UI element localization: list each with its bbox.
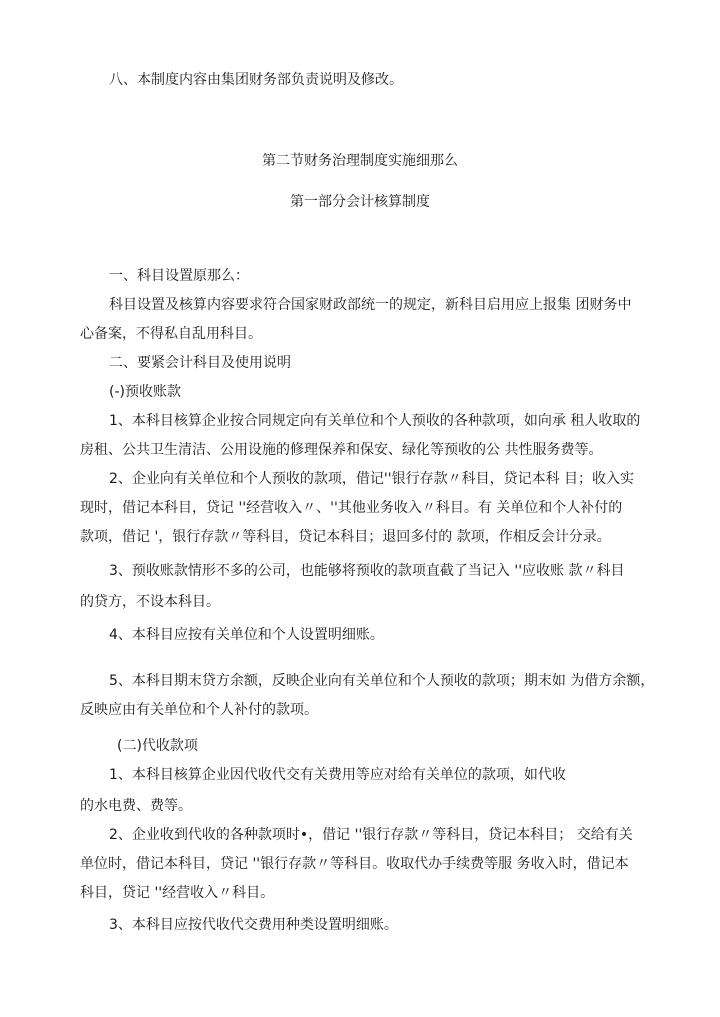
heading-1: 一、科目设置原那么： (109, 268, 249, 284)
paragraph-line: 心备案，不得私自乱用科目。 (80, 326, 262, 342)
paragraph-line: 现时，借记本科目，贷记 ''经营收入〃、''其他业务收入〃科目。有 关单位和个人补付的 (80, 500, 623, 516)
clause-8: 八、本制度内容由集团财务部负责说明及修改。 (109, 72, 403, 88)
paragraph-line: 的贷方，不设本科目。 (80, 594, 220, 610)
paragraph-line: 4、本科目应按有关单位和个人设置明细账。 (109, 627, 384, 643)
paragraph-line: 3、预收账款情形不多的公司，也能够将预收的款项直截了当记入 ''应收账 款〃科目 (109, 563, 625, 579)
paragraph-line: 单位时，借记本科目，贷记 ''银行存款〃等科目。收取代办手续费等服 务收入时，借记本 (80, 856, 629, 872)
paragraph-line: 反映应由有关单位和个人补付的款项。 (80, 702, 318, 718)
part-title: 第一部分会计核算制度 (290, 194, 430, 210)
heading-2: 二、要紧会计科目及使用说明 (109, 355, 291, 371)
paragraph-line: 2、企业收到代收的各种款项时•，借记 ''银行存款〃等科目，贷记本科目； 交给有关 (109, 827, 633, 843)
paragraph-line: 3、本科目应按代收代交费用种类设置明细账。 (109, 917, 398, 933)
section-title: 第二节财务治理制度实施细那么 (262, 153, 458, 169)
subheading-prepayment: (-)预收账款 (109, 384, 181, 400)
paragraph-line: 科目，贷记 ''经营收入〃科目。 (80, 885, 275, 901)
paragraph-line: 款项，借记 '，银行存款〃等科目，贷记本科目；退回多付的 款项，作相反会计分录。 (80, 529, 611, 545)
paragraph-line: 的水电费、费等。 (80, 798, 192, 814)
subheading-collections: (二)代收款项 (117, 738, 198, 754)
paragraph-line: 1、本科目核算企业按合同规定向有关单位和个人预收的各种款项，如向承 租人收取的 (109, 413, 641, 429)
paragraph-line: 房租、公共卫生清洁、公用设施的修理保养和保安、绿化等预收的公 共性服务费等。 (80, 442, 603, 458)
paragraph-line: 5、本科目期末贷方余额，反映企业向有关单位和个人预收的款项；期末如 为借方余额， (109, 673, 655, 689)
paragraph-line: 2、企业向有关单位和个人预收的款项，借记''银行存款〃科目，贷记本科 目；收入实 (109, 471, 635, 487)
paragraph-line: 1、本科目核算企业因代收代交有关费用等应对给有关单位的款项，如代收 (109, 767, 566, 783)
paragraph-line: 科目设置及核算内容要求符合国家财政部统一的规定，新科目启用应上报集 团财务中 (109, 297, 632, 313)
